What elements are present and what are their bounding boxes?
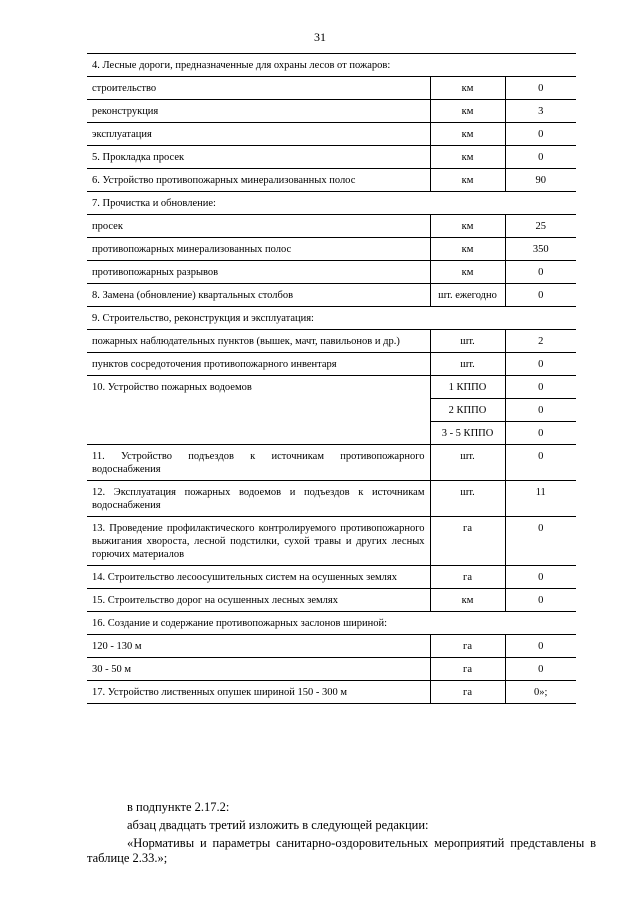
row-value: 0 [505, 77, 576, 100]
row-unit: га [430, 681, 505, 704]
section-title: 9. Строительство, реконструкция и эксплуатация: [87, 307, 576, 330]
row-name: 120 - 130 м [87, 635, 430, 658]
row-unit: шт. [430, 353, 505, 376]
paragraph-subclause: в подпункте 2.17.2: [127, 800, 230, 814]
row-name: 30 - 50 м [87, 658, 430, 681]
row-value: 0 [505, 566, 576, 589]
row-value: 0 [505, 399, 576, 422]
table-row [87, 330, 576, 353]
row-value: 0 [505, 422, 576, 445]
table-row [87, 146, 576, 169]
row-value: 0 [505, 635, 576, 658]
section-title: 7. Прочистка и обновление: [87, 192, 576, 215]
row-name: пожарных наблюдательных пунктов (вышек, мачт, павильонов и др.) [87, 330, 430, 353]
row-name: противопожарных минерализованных полос [87, 238, 430, 261]
row-unit: шт. [430, 481, 505, 517]
table-row [87, 238, 576, 261]
row-unit: га [430, 635, 505, 658]
row-name: реконструкция [87, 100, 430, 123]
table-row [87, 681, 576, 704]
table-row [87, 284, 576, 307]
section-title: 4. Лесные дороги, предназначенные для охраны лесов от пожаров: [87, 54, 576, 77]
row-unit: км [430, 589, 505, 612]
row-name: 14. Строительство лесоосушительных систем на осушенных землях [87, 566, 430, 589]
row-value: 350 [505, 238, 576, 261]
table-section-header [87, 192, 576, 215]
row-name: эксплуатация [87, 123, 430, 146]
row-unit: шт. ежегодно [430, 284, 505, 307]
row-name: 8. Замена (обновление) квартальных столбов [87, 284, 430, 307]
page-number: 31 [314, 30, 326, 44]
row-unit: км [430, 100, 505, 123]
row-unit: км [430, 77, 505, 100]
table-section-header [87, 54, 576, 77]
row-name: строительство [87, 77, 430, 100]
row-unit: км [430, 238, 505, 261]
table-row [87, 123, 576, 146]
row-unit: км [430, 215, 505, 238]
row-value: 0 [505, 589, 576, 612]
row-unit: км [430, 169, 505, 192]
row-name: 13. Проведение профилактического контролируемого противопожарного выжигания хвороста, лесной подстилки, сухой травы и других лесных горючих материалов [87, 517, 430, 566]
row-unit: шт. [430, 330, 505, 353]
fire-prevention-table [87, 53, 576, 704]
row-unit: шт. [430, 445, 505, 481]
row-value: 0 [505, 123, 576, 146]
section-title: 16. Создание и содержание противопожарных заслонов шириной: [87, 612, 576, 635]
row-unit: га [430, 517, 505, 566]
table-row [87, 353, 576, 376]
table-row [87, 77, 576, 100]
table-row [87, 481, 576, 517]
row-name: 15. Строительство дорог на осушенных лесных землях [87, 589, 430, 612]
row-name: 11. Устройство подъездов к источникам противопожарного водоснабжения [87, 445, 430, 481]
row-value: 0 [505, 445, 576, 481]
row-unit: км [430, 261, 505, 284]
table-row [87, 100, 576, 123]
row-unit: 1 КППО [430, 376, 505, 399]
row-value: 2 [505, 330, 576, 353]
row-name: 10. Устройство пожарных водоемов [87, 376, 430, 445]
row-value: 0 [505, 517, 576, 566]
paragraph-instruction: абзац двадцать третий изложить в следующей редакции: [127, 818, 429, 832]
table-row [87, 215, 576, 238]
table-section-header [87, 307, 576, 330]
row-value: 11 [505, 481, 576, 517]
row-name: 6. Устройство противопожарных минерализованных полос [87, 169, 430, 192]
row-name: 17. Устройство лиственных опушек шириной 150 - 300 м [87, 681, 430, 704]
paragraph-quote: «Нормативы и параметры санитарно-оздоровительных мероприятий представлены в таблице 2.33.»; [87, 836, 596, 865]
table-row [87, 635, 576, 658]
row-value: 0 [505, 284, 576, 307]
table-row [87, 376, 576, 399]
row-value: 0»; [505, 681, 576, 704]
row-unit: км [430, 146, 505, 169]
table-row [87, 517, 576, 566]
table-row [87, 658, 576, 681]
row-unit: 3 - 5 КППО [430, 422, 505, 445]
table-row [87, 589, 576, 612]
row-name: 5. Прокладка просек [87, 146, 430, 169]
row-name: пунктов сосредоточения противопожарного инвентаря [87, 353, 430, 376]
row-value: 0 [505, 376, 576, 399]
row-unit: га [430, 566, 505, 589]
table-row [87, 169, 576, 192]
row-value: 3 [505, 100, 576, 123]
row-value: 0 [505, 658, 576, 681]
table-row [87, 261, 576, 284]
row-unit: 2 КППО [430, 399, 505, 422]
row-name: просек [87, 215, 430, 238]
row-name: 12. Эксплуатация пожарных водоемов и подъездов к источникам водоснабжения [87, 481, 430, 517]
row-unit: га [430, 658, 505, 681]
row-name: противопожарных разрывов [87, 261, 430, 284]
row-value: 90 [505, 169, 576, 192]
table-row [87, 566, 576, 589]
row-unit: км [430, 123, 505, 146]
row-value: 0 [505, 353, 576, 376]
row-value: 0 [505, 146, 576, 169]
row-value: 0 [505, 261, 576, 284]
table-row [87, 445, 576, 481]
row-value: 25 [505, 215, 576, 238]
table-section-header [87, 612, 576, 635]
